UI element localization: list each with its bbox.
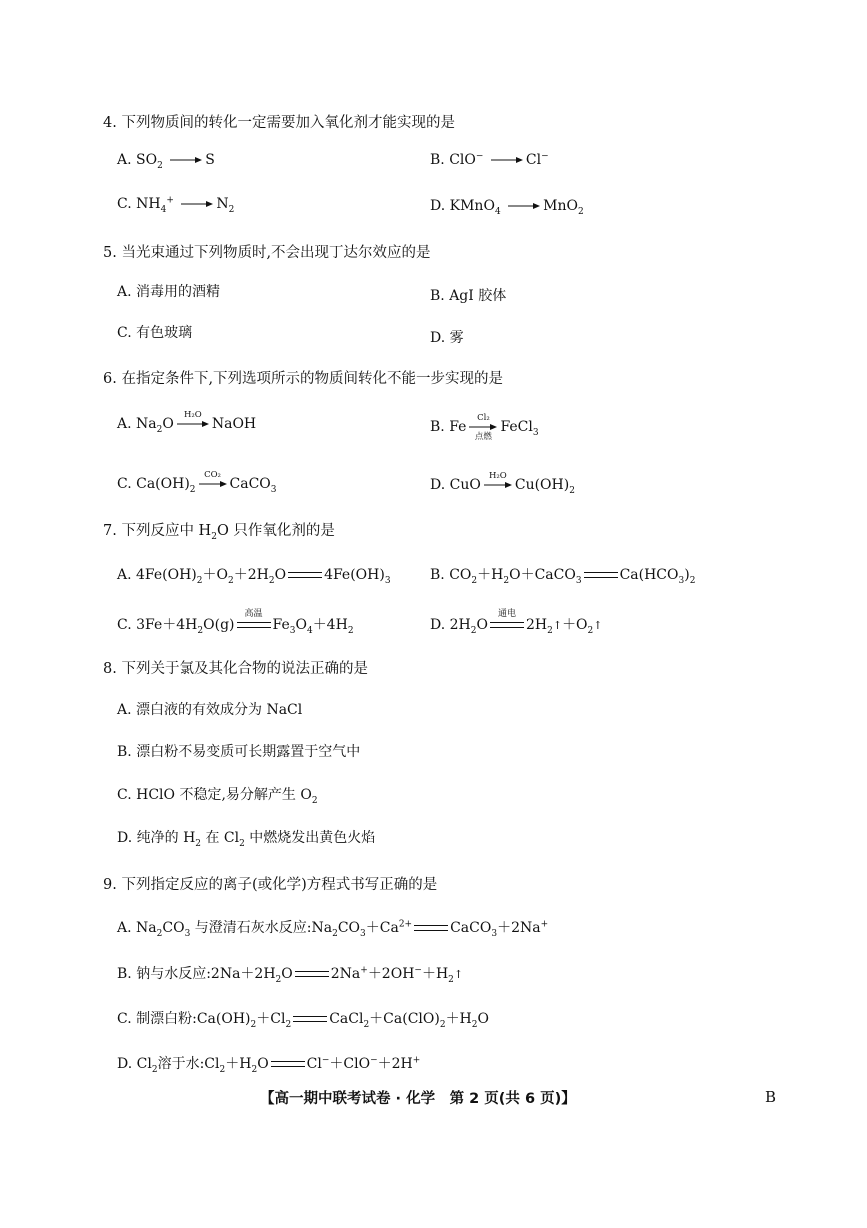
q6-option-b: B. Fe Cl₂ 点燃 FeCl$_3$ <box>430 413 539 442</box>
q5-stem: 5. 当光束通过下列物质时,不会出现丁达尔效应的是 <box>103 245 431 261</box>
q8-option-c: C. HClO 不稳定,易分解产生 $O_2$ <box>117 787 318 806</box>
q9-option-b: B. 钠与水反应$:2Na+2H_2O$ $2Na^++2OH^-+H_2↑$ <box>117 965 464 985</box>
q9-option-d: D. $Cl_2$溶于水$:Cl_2+H_2O$ Cl−＋ClO−＋2H+ <box>117 1055 421 1075</box>
q5-option-c: C. 有色玻璃 <box>117 325 193 341</box>
q6-option-d: D. CuO H₂O $Cu(OH)_2$ <box>430 471 575 496</box>
q8-option-a: A. 漂白液的有效成分为 NaCl <box>117 702 303 718</box>
q7-option-d: D. $2H_2O$ 通电 $2H_2↑+O_2↑$ <box>430 609 603 636</box>
reaction-arrow: H₂O <box>483 481 513 489</box>
q8-option-d: D. 纯净的 $H_2$ 在 $Cl_2$ 中燃烧发出黄色火焰 <box>117 830 376 849</box>
corner-mark: B <box>765 1088 777 1106</box>
q4-option-b: B. ClO− Cl− <box>430 151 549 168</box>
q7-option-a: A. $4Fe(OH)_2+O_2+2H_2O$ $4Fe(OH)_3$ <box>117 567 391 586</box>
q9-stem: 9. 下列指定反应的离子(或化学)方程式书写正确的是 <box>103 877 438 893</box>
page-footer: 【高一期中联考试卷 · 化学 第 2 页(共 6 页)】 <box>260 1091 576 1107</box>
q8-stem: 8. 下列关于氯及其化合物的说法正确的是 <box>103 661 368 677</box>
q7-option-c: C. $3Fe+4H_2O(g)$ 高温 $Fe_3O_4+4H_2$ <box>117 609 354 636</box>
q6-stem: 6. 在指定条件下,下列选项所示的物质间转化不能一步实现的是 <box>103 371 504 387</box>
q4-option-c: C. $NH_4^+$ $N_2$ <box>117 195 235 215</box>
q5-option-a: A. 消毒用的酒精 <box>117 284 221 300</box>
equals-sign: 高温 <box>237 622 271 628</box>
q9-option-a: A. $Na_2CO_3$ 与澄清石灰水反应$:Na_2CO_3+Ca^{2+}$ CaCO$_3$＋2Na+ <box>117 919 549 939</box>
q7-option-b: B. $CO_2+H_2O+CaCO_3$ $Ca(HCO_3)_2$ <box>430 567 696 586</box>
q9-option-c: C. 制漂白粉$:Ca(OH)_2+Cl_2$ $CaCl_2+Ca(ClO)_2+H_2O$ <box>117 1011 489 1030</box>
q8-option-b: B. 漂白粉不易变质可长期露置于空气中 <box>117 744 361 760</box>
equals-sign <box>414 925 448 931</box>
equals-sign <box>293 1016 327 1022</box>
equals-sign <box>271 1061 305 1067</box>
equals-sign: 通电 <box>490 622 524 628</box>
q7-stem: 7. 下列反应中 $H_2O$ 只作氧化剂的是 <box>103 523 335 542</box>
q5-option-d: D. 雾 <box>430 330 464 346</box>
q6-option-a: A. $Na_2O$ H₂O NaOH <box>117 410 257 435</box>
q5-option-b: B. AgI 胶体 <box>430 288 507 304</box>
equals-sign <box>288 572 322 578</box>
reaction-arrow: CO₂ <box>198 480 228 488</box>
reaction-arrow <box>507 202 541 210</box>
q4-option-d: D. KMnO$_4$ MnO$_2$ <box>430 198 584 217</box>
reaction-arrow <box>180 200 214 208</box>
equals-sign <box>584 572 618 578</box>
reaction-arrow: Cl₂ 点燃 <box>468 423 498 431</box>
reaction-arrow: H₂O <box>176 420 210 428</box>
q6-option-c: C. $Ca(OH)_2$ CO₂ CaCO$_3$ <box>117 470 277 495</box>
reaction-arrow <box>169 156 203 164</box>
reaction-arrow <box>490 156 524 164</box>
q4-option-a: A. $SO_2$ S <box>117 152 215 171</box>
equals-sign <box>295 971 329 977</box>
q4-stem: 4. 下列物质间的转化一定需要加入氧化剂才能实现的是 <box>103 115 455 131</box>
